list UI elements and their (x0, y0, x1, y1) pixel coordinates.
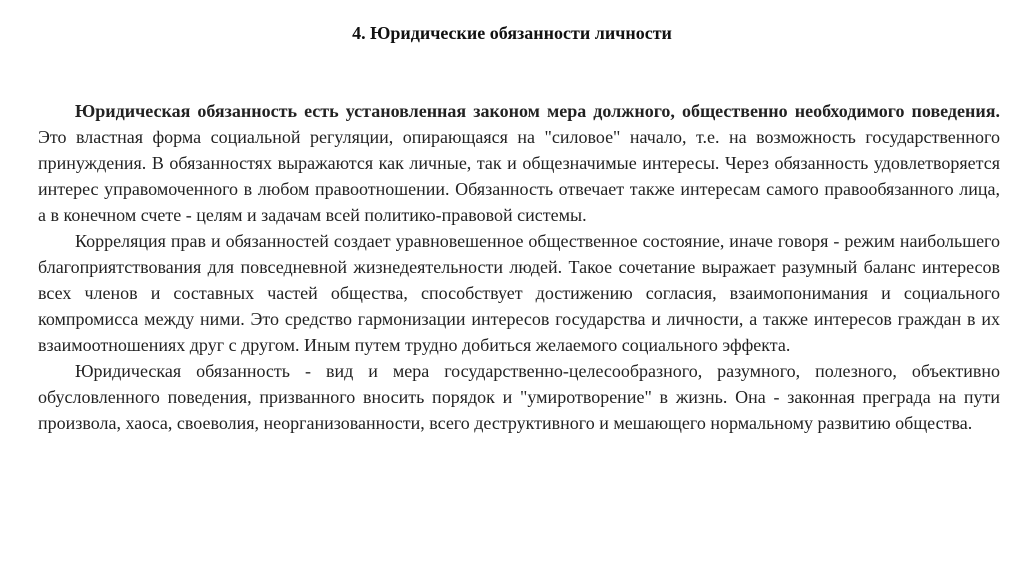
paragraph-correlation (38, 228, 1000, 358)
paragraph-text: Юридическая обязанность - вид и мера государственно-целесообразного, разумного, полезного, объективно обусловленного поведения, призванного вносить порядок и "умиротворение" в жизнь. Она - законная преграда на пути произвола, хаоса, своеволия, неорганизованности, всего деструктивного и мешающего нормальному развитию общества. (38, 361, 1000, 433)
paragraph-text: Это властная форма социальной регуляции, опирающаяся на "силовое" начало, т.е. на возможность государственного принуждения. В обязанностях выражаются как личные, так и общезначимые интересы. Через обязанность удовлетворяется интерес управомоченного в любом правоотношении. Обязанность отвечает также интересам самого правообязанного лица, а в конечном счете - целям и задачам всей политико-правовой системы. (38, 127, 1000, 225)
paragraph-purpose (38, 358, 1000, 436)
paragraph-definition (38, 98, 1000, 228)
page-title: 4. Юридические обязанности личности (352, 23, 672, 43)
paragraph-text: Корреляция прав и обязанностей создает уравновешенное общественное состояние, иначе говоря - режим наибольшего благоприятствования для повседневной жизнедеятельности людей. Такое сочетание выражает разумный баланс интересов всех членов и составных частей общества, способствует достижению согласия, взаимопонимания и социального компромисса между ними. Это средство гармонизации интересов государства и личности, а также интересов граждан в их взаимоотношениях друг с другом. Иным путем трудно добиться желаемого социального эффекта. (38, 231, 1000, 355)
document-body (38, 98, 1000, 436)
definition-lead: Юридическая обязанность есть установленная законом мера должного, общественно необходимого поведения. (75, 101, 1000, 121)
